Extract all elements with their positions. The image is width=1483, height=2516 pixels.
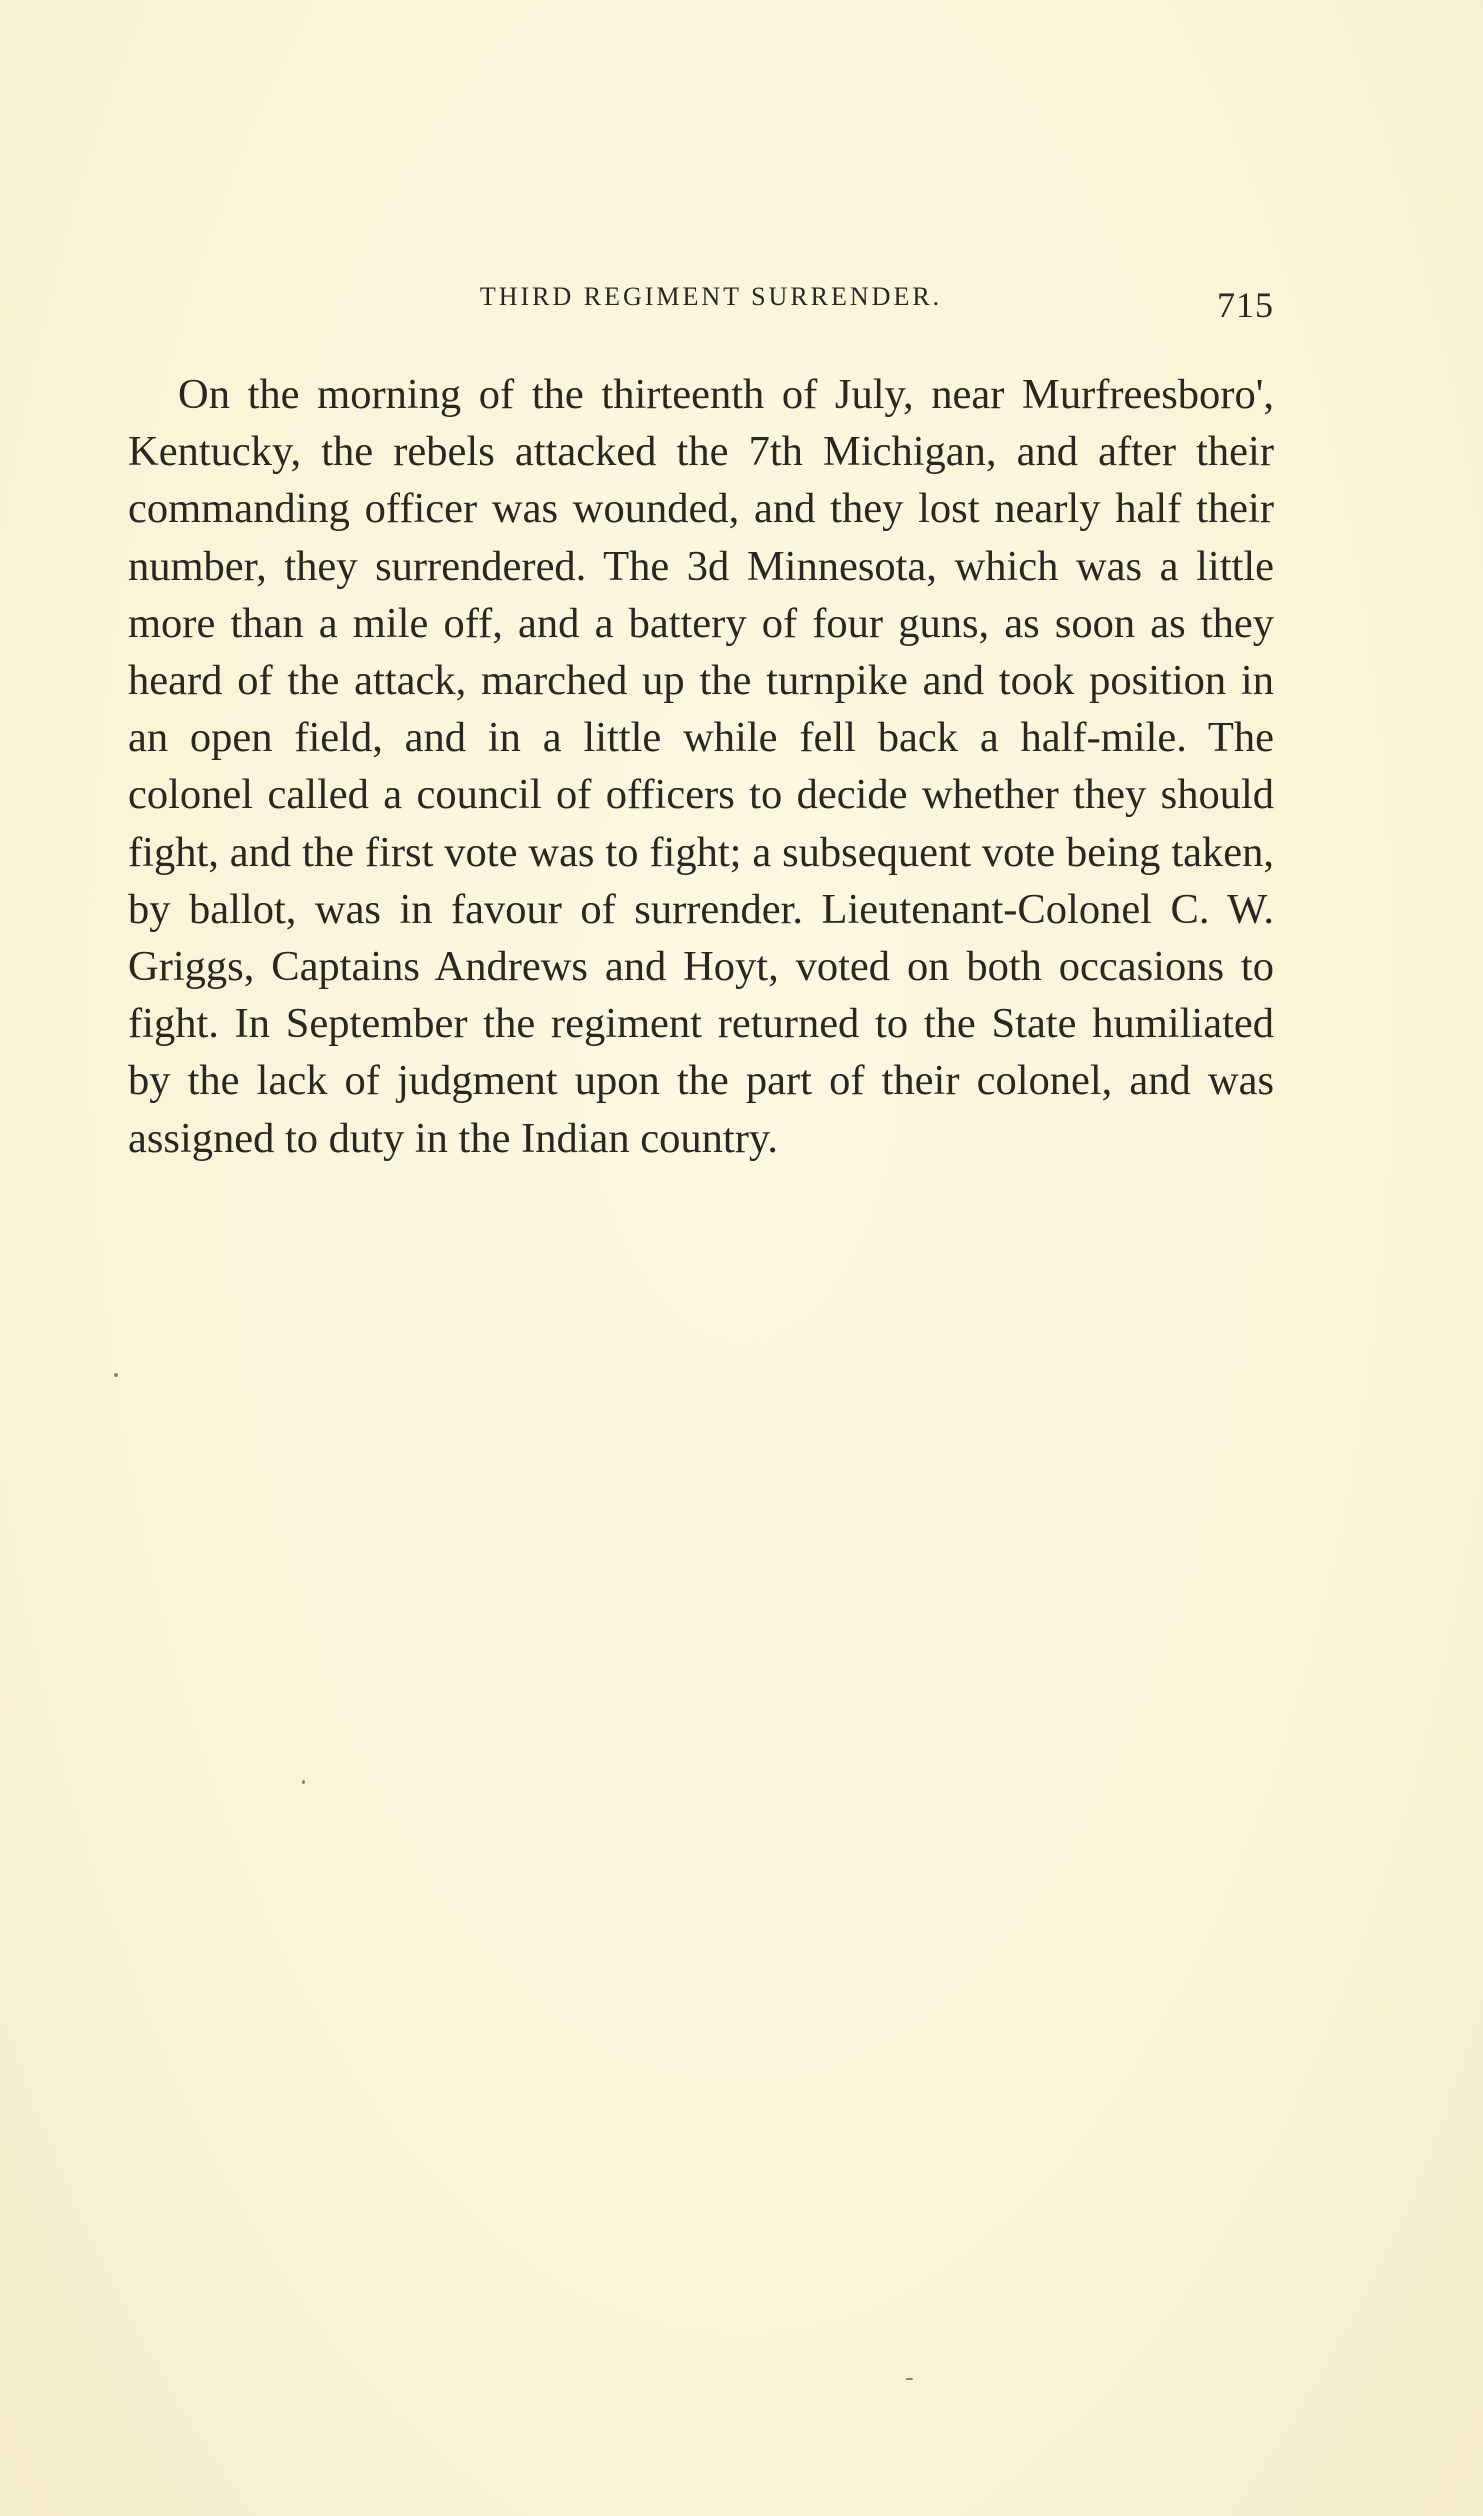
running-title: THIRD REGIMENT SURRENDER. — [479, 282, 943, 311]
ink-speck — [114, 1373, 118, 1377]
running-head — [128, 282, 1274, 325]
ink-speck — [906, 2378, 913, 2380]
paragraph: On the morning of the thirteenth of July, near Murfreesboro', Kentucky, the rebels attacked the 7th Michigan, and after their commanding officer was wounded, and they lost nearly half their number, they surrendered. The 3d Minnesota, which was a little more than a mile off, and a battery of four guns, as soon as they heard of the attack, marched up the turnpike and took position in an open field, and in a little while fell back a half-mile. The colonel called a council of officers to decide whether they should fight, and the first vote was to fight; a subsequent vote being taken, by ballot, was in favour of surrender. Lieutenant-Colonel C. W. Griggs, Captains Andrews and Hoyt, voted on both occasions to fight. In September the regiment returned to the State humiliated by the lack of judgment upon the part of their colonel, and was assigned to duty in the Indian country. — [128, 371, 1274, 1162]
page-number: 715 — [1217, 285, 1274, 325]
body-text — [128, 366, 1274, 1167]
ink-speck — [302, 1780, 305, 1784]
